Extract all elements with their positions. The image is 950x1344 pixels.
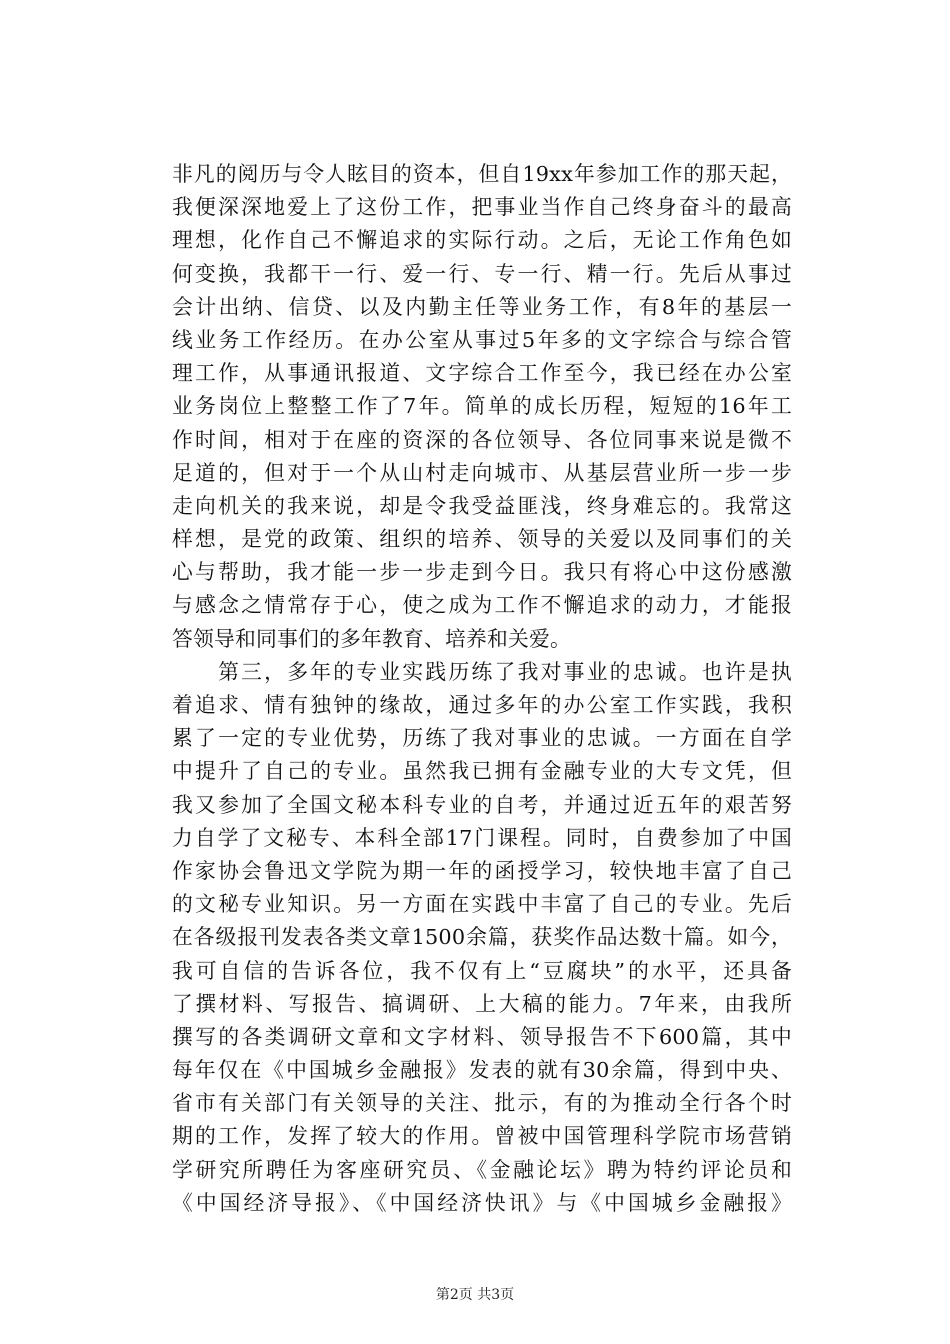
- body-text: [172, 158, 792, 1220]
- text-line: 理想，化作自己不懈追求的实际行动。之后，无论工作角色如: [172, 228, 792, 253]
- text-line: 力自学了文秘专、本科全部17门课程。同时，自费参加了中国: [172, 825, 792, 850]
- text-line: 走向机关的我来说，却是令我受益匪浅，终身难忘的。我常这: [172, 493, 792, 518]
- text-line: 省市有关部门有关领导的关注、批示，有的为推动全行各个时: [172, 1091, 792, 1116]
- text-line: 期的工作，发挥了较大的作用。曾被中国管理科学院市场营销: [172, 1124, 792, 1149]
- text-line: 《中国经济导报》、《中国经济快讯》与《中国城乡金融报》: [172, 1190, 792, 1215]
- text-line: 我又参加了全国文秘本科专业的自考，并通过近五年的艰苦努: [172, 792, 792, 817]
- text-line: 心与帮助，我才能一步一步走到今日。我只有将心中这份感激: [172, 560, 792, 585]
- text-line: 会计出纳、信贷、以及内勤主任等业务工作，有8年的基层一: [172, 294, 792, 319]
- text-line: 作时间，相对于在座的资深的各位领导、各位同事来说是微不: [172, 427, 792, 452]
- text-line: 我可自信的告诉各位，我不仅有上“豆腐块”的水平，还具备: [172, 958, 792, 983]
- text-line: 何变换，我都干一行、爱一行、专一行、精一行。先后从事过: [172, 261, 792, 286]
- text-line: 样想，是党的政策、组织的培养、领导的关爱以及同事们的关: [172, 527, 792, 552]
- text-line: 每年仅在《中国城乡金融报》发表的就有30余篇，得到中央、: [172, 1058, 792, 1083]
- text-line: 累了一定的专业优势，历练了我对事业的忠诚。一方面在自学: [172, 726, 792, 751]
- text-line: 学研究所聘任为客座研究员、《金融论坛》聘为特约评论员和: [172, 1157, 792, 1182]
- text-line: 在各级报刊发表各类文章1500余篇，获奖作品达数十篇。如今，: [172, 925, 792, 950]
- text-line: 线业务工作经历。在办公室从事过5年多的文字综合与综合管: [172, 327, 792, 352]
- text-line: 作家协会鲁迅文学院为期一年的函授学习，较快地丰富了自己: [172, 858, 792, 883]
- text-line: 与感念之情常存于心，使之成为工作不懈追求的动力，才能报: [172, 593, 792, 618]
- text-line: 第三，多年的专业实践历练了我对事业的忠诚。也许是执: [172, 659, 792, 684]
- text-line: 中提升了自己的专业。虽然我已拥有金融专业的大专文凭，但: [172, 759, 792, 784]
- text-line: 非凡的阅历与令人眩目的资本，但自19xx年参加工作的那天起，: [172, 162, 792, 186]
- text-line: 了撰材料、写报告、搞调研、上大稿的能力。7年来，由我所: [172, 991, 792, 1016]
- text-line: 理工作，从事通讯报道、文字综合工作至今，我已经在办公室: [172, 361, 792, 386]
- page-footer: 第2页 共3页: [435, 1287, 515, 1303]
- text-line: 的文秘专业知识。另一方面在实践中丰富了自己的专业。先后: [172, 892, 792, 917]
- text-line: 着追求、情有独钟的缘故，通过多年的办公室工作实践，我积: [172, 693, 792, 717]
- text-line: 撰写的各类调研文章和文字材料、领导报告不下600篇，其中: [172, 1024, 792, 1049]
- text-line: 答领导和同事们的多年教育、培养和关爱。: [172, 626, 571, 651]
- text-line: 业务岗位上整整工作了7年。简单的成长历程，短短的16年工: [172, 394, 792, 419]
- text-line: 足道的，但对于一个从山村走向城市、从基层营业所一步一步: [172, 460, 792, 485]
- text-line: 我便深深地爱上了这份工作，把事业当作自己终身奋斗的最高: [172, 195, 792, 220]
